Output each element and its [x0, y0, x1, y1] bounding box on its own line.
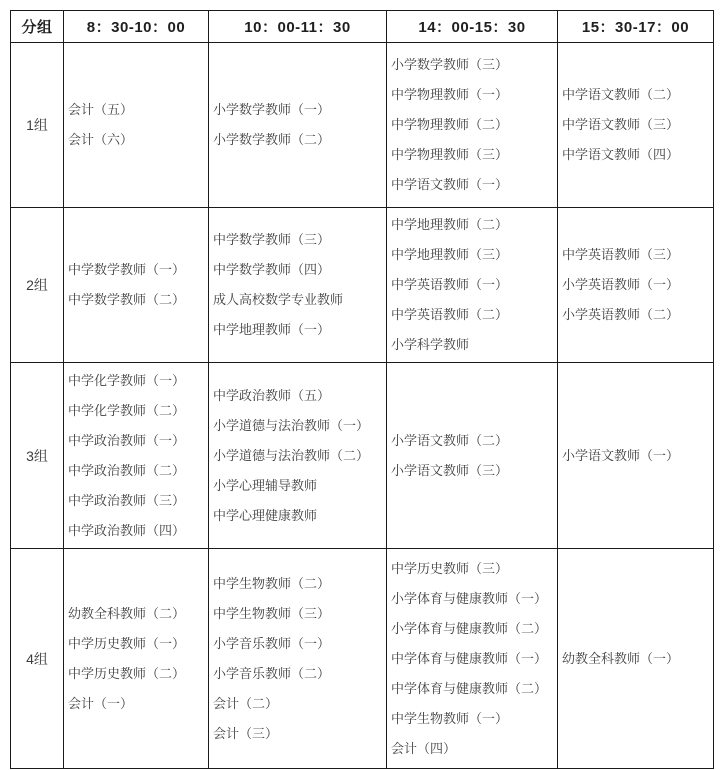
group-row-2 [11, 208, 714, 363]
slot-entry: 小学科学教师 [391, 337, 470, 352]
slot-entry: 中学化学教师（二） [68, 402, 186, 418]
slot-entry: 中学物理教师（二） [391, 117, 509, 132]
slot-entry: 中学政治教师（五） [213, 387, 331, 403]
schedule-table-body [11, 43, 714, 769]
slot-entry: 小学道德与法治教师（一） [213, 417, 370, 433]
slot-entry: 成人高校数学专业教师 [213, 292, 344, 307]
slot-cell [558, 549, 714, 769]
slot-cell [209, 363, 387, 549]
slot-entry: 小学语文教师（一） [562, 447, 680, 463]
group-row-3 [11, 363, 714, 549]
slot-entry: 小学体育与健康教师（一） [391, 590, 548, 606]
schedule-table-container [10, 10, 714, 769]
slot-cell [558, 363, 714, 549]
header-cell-timeslot: 8：30-10：00 [64, 11, 209, 43]
schedule-table [10, 10, 714, 769]
slot-entry: 中学数学教师（四） [213, 262, 331, 277]
header-cell-timeslot: 10：00-11：30 [209, 11, 387, 43]
slot-entry: 中学物理教师（三） [391, 147, 509, 162]
slot-entry: 中学语文教师（一） [391, 177, 509, 192]
slot-cell [64, 208, 209, 363]
header-cell-timeslot: 14：00-15：30 [387, 11, 558, 43]
slot-entry: 中学化学教师（一） [68, 372, 186, 388]
slot-entry: 会计（六） [68, 132, 134, 147]
slot-cell [209, 208, 387, 363]
slot-entry: 中学语文教师（二） [562, 87, 680, 102]
slot-entry: 中学英语教师（一） [391, 277, 509, 292]
slot-entry: 中学历史教师（二） [68, 665, 186, 681]
slot-entry: 中学体育与健康教师（二） [391, 680, 548, 696]
slot-cell [387, 363, 558, 549]
slot-cell [64, 43, 209, 208]
header-row [11, 11, 714, 43]
slot-entry: 中学体育与健康教师（一） [391, 650, 548, 666]
slot-cell [558, 208, 714, 363]
slot-entry: 中学地理教师（一） [213, 322, 331, 337]
slot-entry: 会计（二） [213, 695, 279, 711]
slot-cell [387, 43, 558, 208]
slot-entry: 小学体育与健康教师（二） [391, 620, 548, 636]
slot-entry: 幼教全科教师（一） [562, 650, 680, 666]
slot-entry: 中学地理教师（三） [391, 247, 509, 262]
slot-entry: 中学地理教师（二） [391, 217, 509, 232]
slot-cell [64, 549, 209, 769]
slot-cell [387, 549, 558, 769]
slot-entry: 中学政治教师（二） [68, 462, 186, 478]
slot-entry: 会计（五） [68, 102, 134, 117]
slot-cell [64, 363, 209, 549]
slot-entry: 小学心理辅导教师 [213, 477, 318, 493]
slot-entry: 中学数学教师（一） [68, 262, 186, 277]
slot-entry: 小学语文教师（三） [391, 462, 509, 478]
slot-cell [558, 43, 714, 208]
slot-cell [209, 549, 387, 769]
slot-cell [387, 208, 558, 363]
slot-entry: 小学音乐教师（一） [213, 635, 331, 651]
slot-entry: 中学政治教师（一） [68, 432, 186, 448]
slot-entry: 小学英语教师（二） [562, 307, 680, 322]
slot-cell [209, 43, 387, 208]
slot-entry: 中学历史教师（一） [68, 635, 186, 651]
slot-entry: 中学政治教师（三） [68, 492, 186, 508]
slot-entry: 会计（一） [68, 695, 134, 711]
slot-entry: 小学数学教师（一） [213, 102, 331, 117]
slot-entry: 中学生物教师（一） [391, 710, 509, 726]
slot-entry: 中学语文教师（三） [562, 117, 680, 132]
slot-entry: 中学心理健康教师 [213, 507, 318, 523]
group-cell: 3组 [11, 363, 64, 549]
slot-entry: 小学数学教师（二） [213, 132, 331, 147]
slot-entry: 中学数学教师（三） [213, 232, 331, 247]
slot-entry: 中学生物教师（二） [213, 575, 331, 591]
header-cell-timeslot: 15：30-17：00 [558, 11, 714, 43]
slot-entry: 中学生物教师（三） [213, 605, 331, 621]
group-row-1 [11, 43, 714, 208]
slot-entry: 中学政治教师（四） [68, 522, 186, 538]
group-cell: 4组 [11, 549, 64, 769]
slot-entry: 会计（四） [391, 740, 457, 756]
slot-entry: 小学音乐教师（二） [213, 665, 331, 681]
slot-entry: 中学英语教师（三） [562, 247, 680, 262]
slot-entry: 小学语文教师（二） [391, 432, 509, 448]
slot-entry: 中学数学教师（二） [68, 292, 186, 307]
slot-entry: 小学道德与法治教师（二） [213, 447, 370, 463]
slot-entry: 中学英语教师（二） [391, 307, 509, 322]
header-cell-group: 分组 [11, 11, 64, 43]
group-cell: 2组 [11, 208, 64, 363]
group-cell: 1组 [11, 43, 64, 208]
slot-entry: 会计（三） [213, 725, 279, 741]
slot-entry: 幼教全科教师（二） [68, 605, 186, 621]
slot-entry: 小学英语教师（一） [562, 277, 680, 292]
slot-entry: 中学语文教师（四） [562, 147, 680, 162]
slot-entry: 中学物理教师（一） [391, 87, 509, 102]
group-row-4 [11, 549, 714, 769]
slot-entry: 中学历史教师（三） [391, 560, 509, 576]
slot-entry: 小学数学教师（三） [391, 57, 509, 72]
